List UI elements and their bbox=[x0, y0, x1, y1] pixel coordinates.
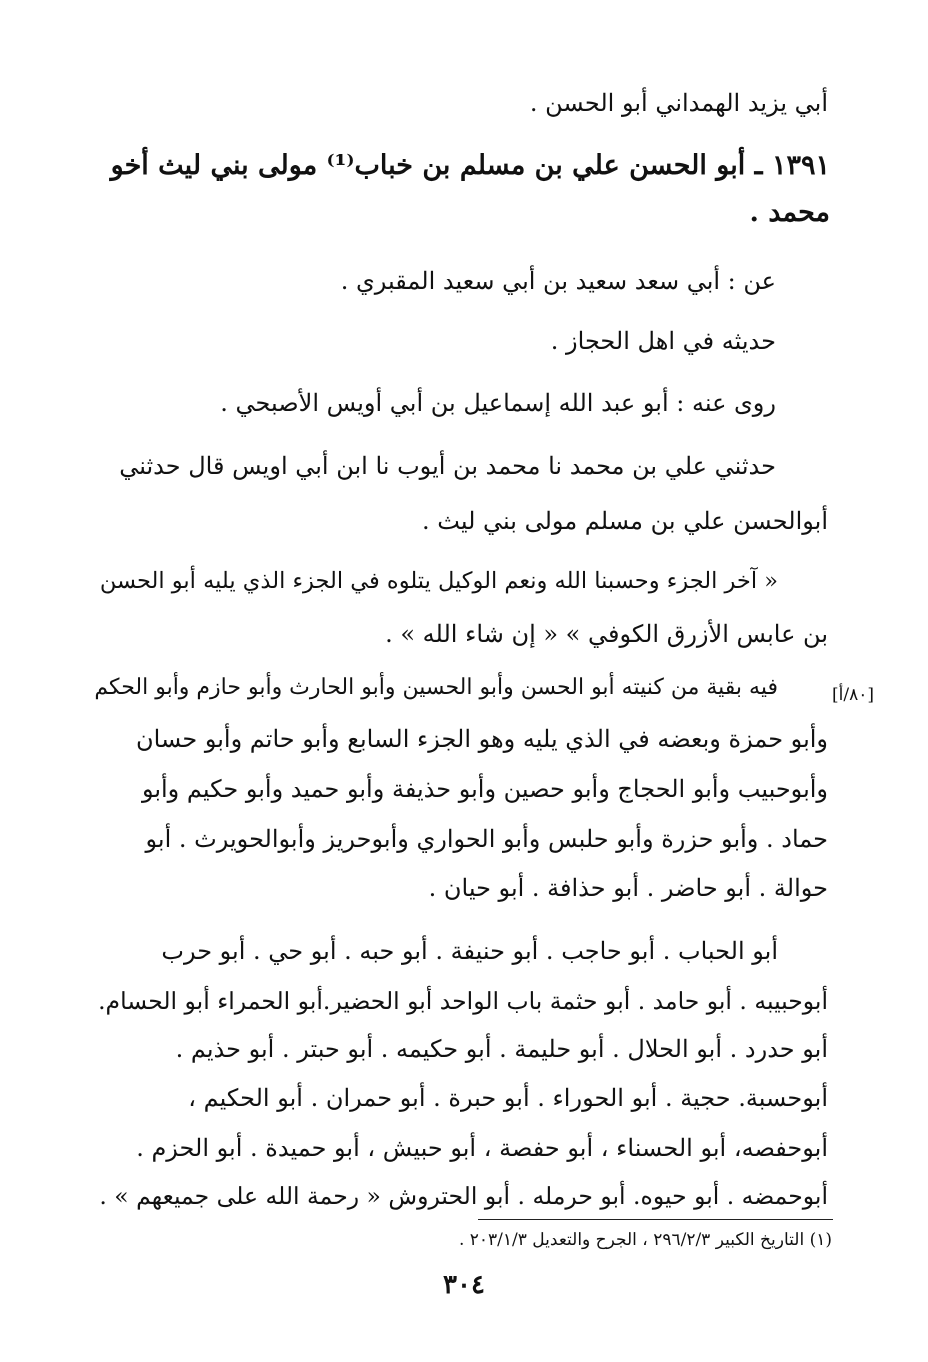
footnote-separator bbox=[478, 1219, 833, 1220]
kunya-list-line-2: أبوحبيبه . أبو حامد . أبو حثمة باب الواحد أبو الحضير.أبو الحمراء أبو الحسام. bbox=[98, 987, 828, 1015]
remainder-line-2: وأبو حمزة وبعضه في الذي يليه وهو الجزء السابع وأبو حاتم وأبو حسان bbox=[136, 725, 828, 753]
entry-hadith-region: حديثه في اهل الحجاز . bbox=[550, 327, 776, 355]
remainder-line-1: فيه بقية من كنيته أبو الحسن وأبو الحسين وأبو الحارث وأبو حازم وأبو الحكم bbox=[94, 675, 778, 700]
closing-line-2: بن عابس الأزرق الكوفي » « إن شاء الله » . bbox=[385, 620, 828, 648]
page-number: ٣٠٤ bbox=[443, 1270, 485, 1300]
remainder-line-4: حماد . وأبو حزرة وأبو حلبس وأبو الحواري وأبوحريز وأبوالحويرث . أبو bbox=[145, 825, 828, 853]
kunya-list-line-3: أبو حدرد . أبو الحلال . أبو حليمة . أبو حكيمه . أبو حبتر . أبو حذيم . bbox=[175, 1035, 828, 1063]
remainder-line-5: حوالة . أبو حاضر . أبو حذافة . أبو حيان . bbox=[428, 874, 828, 902]
previous-entry-tail: أبي يزيد الهمداني أبو الحسن . bbox=[529, 89, 828, 117]
entry-heading-line-2: محمد . bbox=[749, 197, 830, 228]
kunya-list-line-6: أبوحمضه . أبو حيوه. أبو حرمله . أبو الحتروش « رحمة الله على جميعهم » . bbox=[99, 1182, 828, 1210]
closing-line-1: « آخر الجزء وحسبنا الله ونعم الوكيل يتلوه في الجزء الذي يليه أبو الحسن bbox=[99, 568, 778, 594]
kunya-list-line-4: أبوحسبة. حجية . أبو الحوراء . أبو حبرة . أبو حمران . أبو الحكيم ، bbox=[188, 1084, 828, 1112]
entry-from: عن : أبي سعد سعيد بن أبي سعيد المقبري . bbox=[340, 267, 776, 295]
manuscript-folio-marker: [٨٠/أ] bbox=[832, 685, 874, 705]
entry-chain-line-1: حدثني علي بن محمد نا محمد بن أيوب نا ابن أبي اويس قال حدثني bbox=[119, 452, 776, 480]
entry-heading-line-1: ١٣٩١ ـ أبو الحسن علي بن مسلم بن خباب⁽¹⁾ مولى بني ليث أخو bbox=[110, 150, 830, 181]
remainder-line-3: وأبوحبيب وأبو الحجاج وأبو حصين وأبو حذيفة وأبو حميد وأبو حكيم وأبو bbox=[141, 775, 828, 803]
entry-narrated-by: روى عنه : أبو عبد الله إسماعيل بن أبي أويس الأصبحي . bbox=[220, 389, 776, 417]
kunya-list-line-1: أبو الحباب . أبو حاجب . أبو حنيفة . أبو حبه . أبو حي . أبو حرب bbox=[161, 937, 778, 965]
entry-chain-line-2: أبوالحسن علي بن مسلم مولى بني ليث . bbox=[422, 507, 828, 535]
kunya-list-line-5: أبوحفصه، أبو الحسناء ، أبو حفصة ، أبو حبيش ، أبو حميدة . أبو الحزم . bbox=[136, 1134, 828, 1162]
footnote: (١) التاريخ الكبير ٢٩٦/٢/٣ ، الجرح والتعديل ٢٠٣/١/٣ . bbox=[458, 1230, 832, 1250]
